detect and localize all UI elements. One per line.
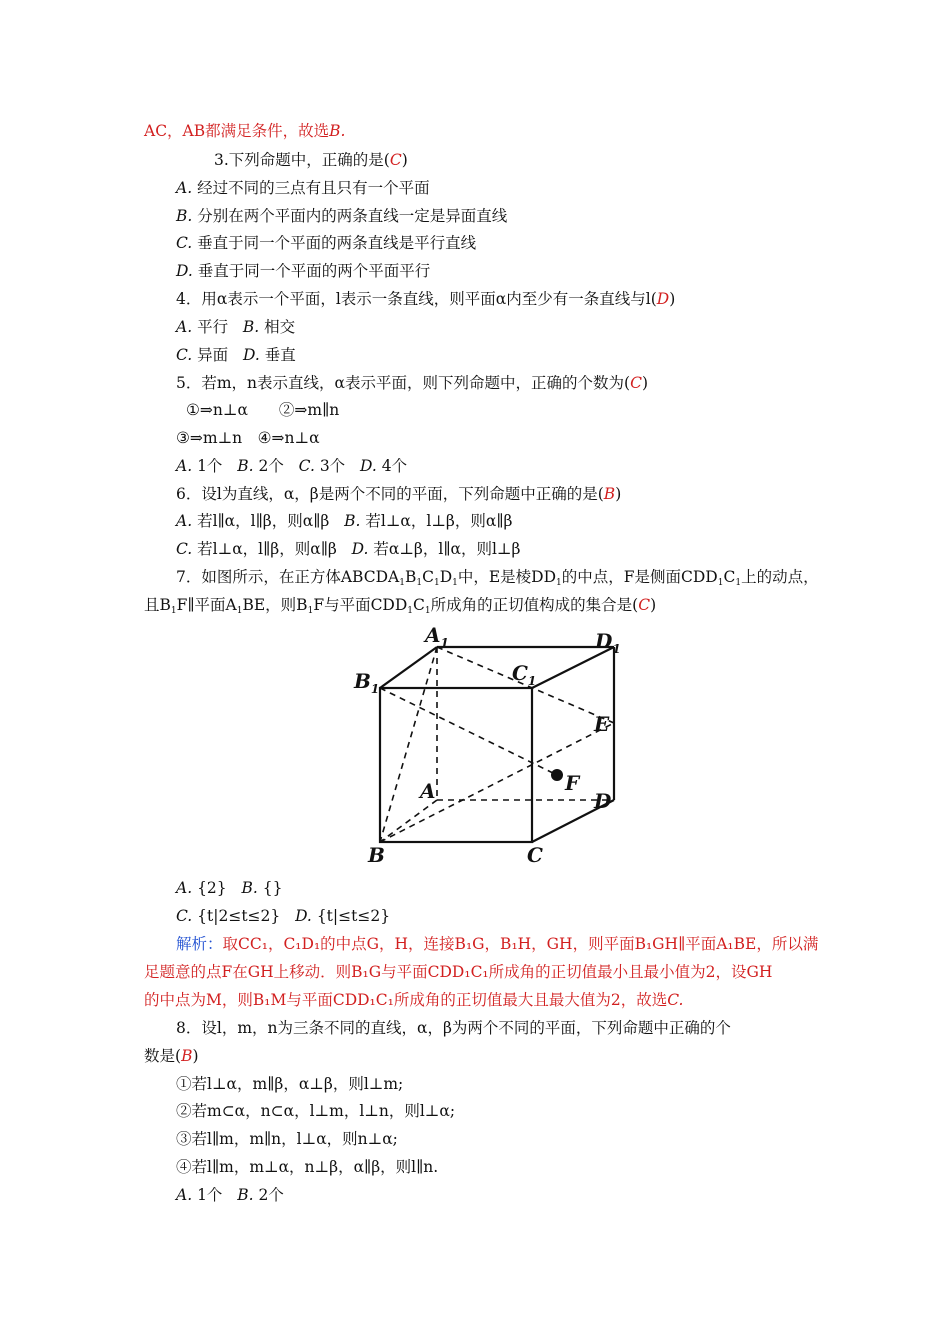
question-6-options-cd: C. 若l⊥α，l∥β，则α∥β D. 若α⊥β，l∥α，则l⊥β <box>176 540 521 558</box>
cube-vertex-labels <box>353 623 621 867</box>
cube-solid-edges <box>380 647 614 842</box>
label-a1: $A_1$ <box>425 623 449 650</box>
question-5-stem: 5．若m，n表示直线，α表示平面，则下列命题中，正确的个数为(C) <box>176 374 648 392</box>
question-3-stem: 3.下列命题中，正确的是(C) <box>214 151 408 169</box>
question-4-options-cd: C. 异面 D. 垂直 <box>176 346 296 364</box>
question-6-options-ab: A. 若l∥α，l∥β，则α∥β B. 若l⊥α，l⊥β，则α∥β <box>176 512 513 530</box>
question-8-stem-line1: 8．设l，m，n为三条不同的直线，α，β为两个不同的平面，下列命题中正确的个 <box>176 1019 731 1037</box>
question-8-stem-line2: 数是(B) <box>144 1047 199 1065</box>
question-7-stem-line1: 7．如图所示，在正方体$ABCDA_1B_1C_1D_1$中，E是棱$DD_1$的中点，F是侧面$CDD_1C_1$上的动点， <box>176 568 819 588</box>
label-b1: $B_1$ <box>354 669 380 696</box>
question-5-items-row2: ③⇒m⊥n ④⇒n⊥α <box>176 429 320 447</box>
question-4-options-ab: A. 平行 B. 相交 <box>176 318 296 336</box>
question-8-item-4: ④若l∥m，m⊥α，n⊥β，α∥β，则l∥n. <box>176 1158 439 1176</box>
label-b: B <box>368 843 385 867</box>
question-7-solution-line3: 的中点为M，则B₁M与平面CDD₁C₁所成角的正切值最大且最大值为2，故选C. <box>144 991 684 1009</box>
cube-figure <box>352 620 627 872</box>
label-e: E <box>594 712 610 736</box>
label-d1: $D_1$ <box>595 629 621 656</box>
label-f: F <box>565 771 580 795</box>
cube-dashed-edges <box>380 647 614 842</box>
question-8-options: A. 1个 B. 2个 <box>176 1186 284 1204</box>
label-c1: $C_1$ <box>512 661 537 688</box>
question-7-stem-line2: 且$B_1F\parallel$平面$A_1BE$，则$B_1F$与平面$CDD_1C_1$所成角的正切值构成的集合是(C) <box>144 596 657 616</box>
question-3-option-d: D. 垂直于同一个平面的两个平面平行 <box>176 262 431 280</box>
question-8-item-1: ①若l⊥α，m∥β，α⊥β，则l⊥m; <box>176 1075 404 1093</box>
question-6-stem: 6．设l为直线，α，β是两个不同的平面，下列命题中正确的是(B) <box>176 485 622 503</box>
question-7-solution-line2: 足题意的点F在GH上移动．则B₁G与平面CDD₁C₁所成角的正切值最小且最小值为2，设GH <box>144 963 773 981</box>
question-3-option-a: A. 经过不同的三点有且只有一个平面 <box>176 179 430 197</box>
label-a: A <box>420 779 436 803</box>
previous-answer-line: AC，AB都满足条件，故选B. <box>144 122 346 140</box>
point-f-dot <box>551 769 563 781</box>
question-5-items-row1: ①⇒n⊥α ②⇒m∥n <box>186 401 340 419</box>
label-c: C <box>527 843 543 867</box>
question-3-option-b: B. 分别在两个平面内的两条直线一定是异面直线 <box>176 207 508 225</box>
question-8-item-3: ③若l∥m，m∥n，l⊥α，则n⊥α; <box>176 1130 398 1148</box>
question-7-options-cd: C. {t|2≤t≤2} D. {t|≤t≤2} <box>176 907 391 925</box>
question-5-options: A. 1个 B. 2个 C. 3个 D. 4个 <box>176 457 408 475</box>
question-4-stem: 4．用α表示一个平面，l表示一条直线，则平面α内至少有一条直线与l(D) <box>176 290 676 308</box>
question-3-option-c: C. 垂直于同一个平面的两条直线是平行直线 <box>176 234 477 252</box>
question-8-item-2: ②若m⊂α，n⊂α，l⊥m，l⊥n，则l⊥α; <box>176 1102 456 1120</box>
label-d: D <box>594 789 612 813</box>
question-7-solution-line1: 解析：取CC₁，C₁D₁的中点G，H，连接B₁G，B₁H，GH，则平面B₁GH∥平面A₁BE，所以满 <box>176 935 819 953</box>
question-7-options-ab: A. {2} B. {} <box>176 879 283 897</box>
